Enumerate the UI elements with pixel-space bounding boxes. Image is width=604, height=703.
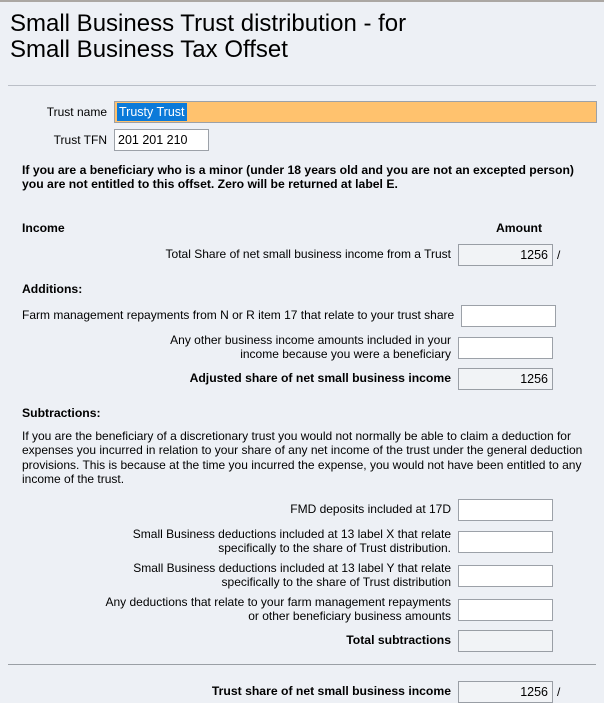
other-business-income-row <box>0 334 604 361</box>
deductions-label-x-input[interactable] <box>458 531 553 553</box>
total-subtractions-field <box>458 630 553 652</box>
adjusted-share-row <box>0 368 604 390</box>
total-share-field: 1256 <box>458 244 553 266</box>
deductions-label-y-input[interactable] <box>458 565 553 587</box>
trust-tfn-label: Trust TFN <box>53 133 107 147</box>
trust-name-row <box>0 101 604 123</box>
farm-management-input[interactable] <box>461 305 556 327</box>
farm-management-row <box>0 305 604 327</box>
trust-name-field[interactable] <box>114 101 597 123</box>
trust-name-label: Trust name <box>46 105 107 119</box>
deductions-label-y-row <box>0 562 604 589</box>
page-title: Small Business Trust distribution - for Small Business Tax Offset <box>10 10 407 63</box>
farm-deductions-input[interactable] <box>458 599 553 621</box>
farm-deductions-row <box>0 596 604 623</box>
other-business-income-input[interactable] <box>458 337 553 359</box>
deductions-label-x-row <box>0 528 604 555</box>
farm-deductions-label: Any deductions that relate to your farm management repayments or other beneficiary business amounts <box>105 595 451 623</box>
amount-column-heading: Amount <box>496 221 543 235</box>
farm-management-label: Farm management repayments from N or R item 17 that relate to your trust share <box>22 308 455 323</box>
total-share-suffix: / <box>557 248 561 262</box>
income-heading: Income <box>22 221 65 235</box>
trust-share-result-row <box>0 681 604 703</box>
income-header-row <box>0 221 604 235</box>
deductions-label-x-label: Small Business deductions included at 13 label X that relate specifically to the share of Trust distribution. <box>132 527 451 555</box>
trust-share-result-label: Trust share of net small business income <box>211 684 451 699</box>
deductions-label-y-label: Small Business deductions included at 13 label Y that relate specifically to the share of Trust distribution <box>133 561 451 589</box>
fmd-deposits-row <box>0 499 604 521</box>
other-business-income-label: Any other business income amounts included in your income because you were a beneficiary <box>170 333 451 361</box>
total-share-label: Total Share of net small business income from a Trust <box>165 247 451 262</box>
subtractions-heading: Subtractions: <box>22 406 101 420</box>
trust-tfn-input[interactable] <box>114 129 209 151</box>
title-divider <box>8 85 596 86</box>
fmd-deposits-label: FMD deposits included at 17D <box>290 502 451 517</box>
trust-tfn-row <box>0 129 604 151</box>
minor-beneficiary-warning: If you are a beneficiary who is a minor (under 18 years old and you are not an excepted person) you are not entitled to this offset. Zero will be returned at label E. <box>22 163 574 191</box>
trust-name-selected-text: Trusty Trust <box>119 105 185 119</box>
total-subtractions-label: Total subtractions <box>346 633 451 648</box>
adjusted-share-field: 1256 <box>458 368 553 390</box>
fmd-deposits-input[interactable] <box>458 499 553 521</box>
result-divider <box>8 664 596 665</box>
discretionary-trust-note: If you are the beneficiary of a discretionary trust you would not normally be able to claim a deduction for expenses you incurred in relation to your share of any net income of the trust under the general deduction provisions. This is because at the time you incurred the expense, you would not have been entitled to any income of the trust. <box>22 429 583 486</box>
adjusted-share-label: Adjusted share of net small business income <box>189 371 451 386</box>
trust-share-result-field: 1256 <box>458 681 553 703</box>
trust-share-result-suffix: / <box>557 685 561 700</box>
total-share-row <box>0 244 604 266</box>
total-subtractions-row <box>0 630 604 652</box>
additions-heading: Additions: <box>22 282 83 296</box>
